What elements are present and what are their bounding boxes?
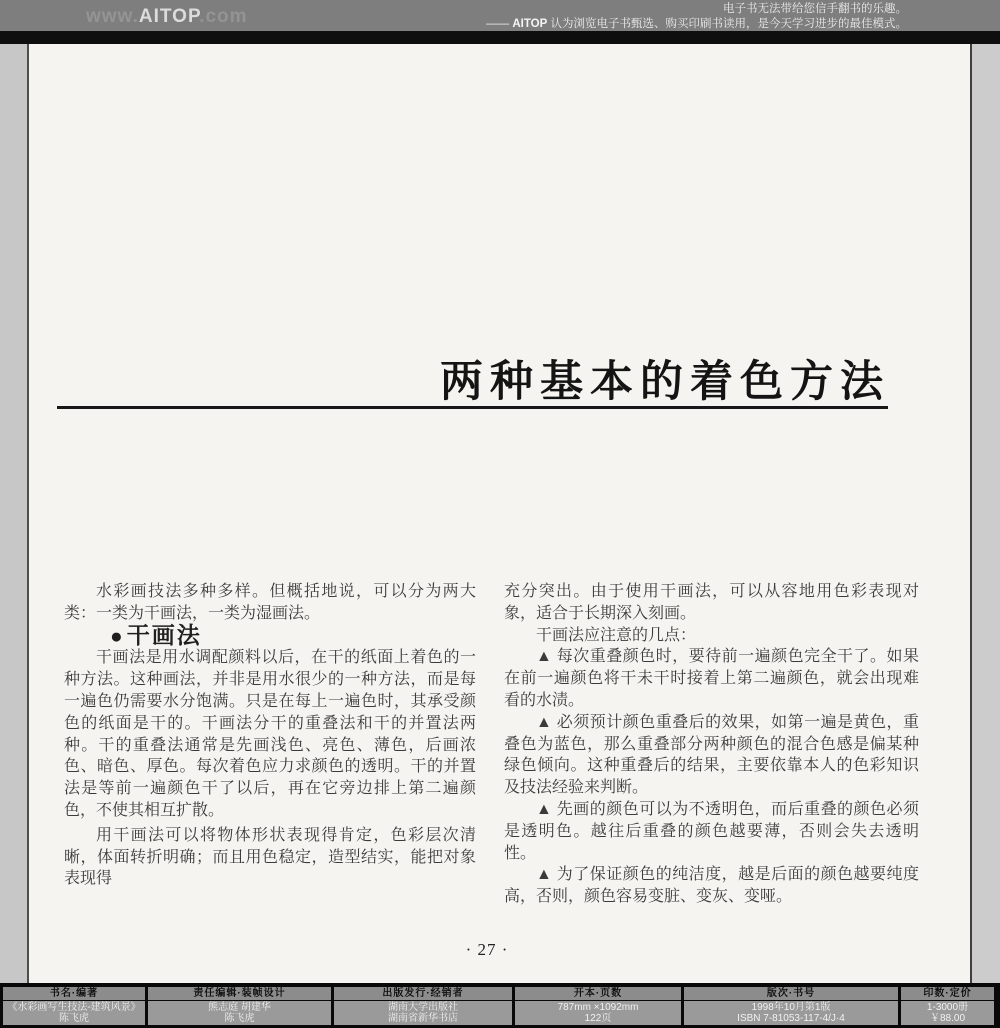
- colophon-header: 印数·定价: [901, 987, 994, 1000]
- colophon-value: 787mm ×1092mm: [557, 1002, 639, 1013]
- ebook-header-bar: [0, 0, 1000, 31]
- section-bullet-icon: ●: [110, 624, 125, 648]
- logo-name: AITOP: [138, 6, 200, 27]
- tagline-rest: 认为浏览电子书甄选、购买印刷书读用，是今天学习进步的最佳模式。: [550, 17, 907, 30]
- page-number: · 27 ·: [465, 940, 509, 959]
- left-column: [64, 581, 476, 890]
- colophon-cell-publisher: [334, 987, 512, 1025]
- colophon-value: 1-3000册: [926, 1002, 969, 1013]
- colophon-value: ￥88.00: [929, 1013, 966, 1024]
- colophon-cell-edition: [684, 987, 898, 1025]
- colophon-value: 湖南大学出版社: [388, 1002, 458, 1013]
- colophon-bar: [0, 983, 1000, 1028]
- note-item: ▲ 必须预计颜色重叠后的效果，如第一遍是黄色，重叠色为蓝色，那么重叠部分两种颜色的混合色感是偏某种绿色倾向。这种重叠后的结果，主要依靠本人的色彩知识及技法经验来判断。: [504, 713, 919, 797]
- colophon-value: 《水彩画写生技法-建筑风景》: [7, 1002, 141, 1013]
- note-item: ▲ 先画的颜色可以为不透明色，而后重叠的颜色必须是透明色。越往后重叠的颜色越要薄，否则会失去透明性。: [504, 800, 919, 862]
- logo-com: .com: [199, 6, 248, 27]
- colophon-header: 开本·页数: [515, 987, 681, 1000]
- colophon-value: 陈飞虎: [224, 1013, 255, 1024]
- colophon-table: [3, 987, 997, 1025]
- colophon-cell-title: [3, 987, 145, 1025]
- colophon-header: 书名·编著: [3, 987, 145, 1000]
- dry-method-paragraph: 干画法是用水调配颜料以后，在干的纸面上着色的一种方法。这种画法，并非是用水很少的一种方法，而是每一遍色仍需要水分饱满。只是在每上一遍色时，其承受颜色的纸面是干的。干画法分干的重叠法和干的并置法两种。干的重叠法通常是先画浅色、亮色、薄色，后画浓色、暗色、厚色。每次着色应力求颜色的透明。干的并置法是等前一遍颜色干了以后，再在它旁边排上第二遍颜色，不使其相互扩散。: [64, 649, 476, 819]
- page-title: 两种基本的着色方法: [440, 358, 890, 406]
- header-divider-bar: [0, 31, 1000, 44]
- note-item: ▲ 每次重叠颜色时，要待前一遍颜色完全干了。如果在前一遍颜色将干未干时接着上第二遍颜色，就会出现难看的水渍。: [504, 648, 919, 709]
- continued-paragraph: 充分突出。由于使用干画法，可以从容地用色彩表现对象，适合于长期深入刻画。: [504, 583, 919, 622]
- colophon-cell-price: [901, 987, 994, 1025]
- colophon-header: 责任编辑·装帧设计: [148, 987, 331, 1000]
- colophon-cell-editors: [148, 987, 331, 1025]
- right-column: [504, 581, 919, 908]
- colophon-header: 版次·书号: [684, 987, 898, 1000]
- colophon-header: 出版发行·经销者: [334, 987, 512, 1000]
- title-underline-rule: [57, 406, 888, 409]
- colophon-value: 熊志庭 胡建华: [208, 1002, 271, 1013]
- scan-background: [0, 44, 1000, 983]
- tagline-dash: ——: [486, 17, 510, 30]
- colophon-cell-format: [515, 987, 681, 1025]
- logo-www: www.: [86, 6, 139, 27]
- tagline-brand: AITOP: [512, 17, 548, 30]
- book-page: [27, 44, 972, 983]
- section-heading-dry-method: [64, 621, 476, 648]
- note-item: ▲ 为了保证颜色的纯洁度，越是后面的颜色越要纯度高，否则，颜色容易变脏、变灰、变哑。: [504, 866, 919, 906]
- colophon-value: 湖南省新华书店: [388, 1013, 458, 1024]
- ebook-tagline: [486, 2, 907, 31]
- colophon-value: 1998年10月第1版: [751, 1002, 831, 1013]
- dry-method-paragraph-2: 用干画法可以将物体形状表现得肯定，色彩层次清晰，体面转折明确；而且用色稳定，造型结实，能把对象表现得: [64, 826, 476, 888]
- aitop-logo: [86, 6, 248, 28]
- tagline-line1: 电子书无法带给您信手翻书的乐趣。: [723, 3, 907, 15]
- notes-intro: 干画法应注意的几点：: [536, 626, 697, 644]
- section-heading-label: 干画法: [126, 621, 202, 648]
- intro-paragraph: 水彩画技法多种多样。但概括地说，可以分为两大类：一类为干画法，一类为湿画法。: [64, 583, 476, 622]
- colophon-value: 陈飞虎: [59, 1013, 89, 1024]
- tagline-line2: [486, 17, 907, 32]
- colophon-value: 122页: [584, 1013, 612, 1024]
- colophon-value: ISBN 7-81053-117-4/J·4: [737, 1013, 845, 1024]
